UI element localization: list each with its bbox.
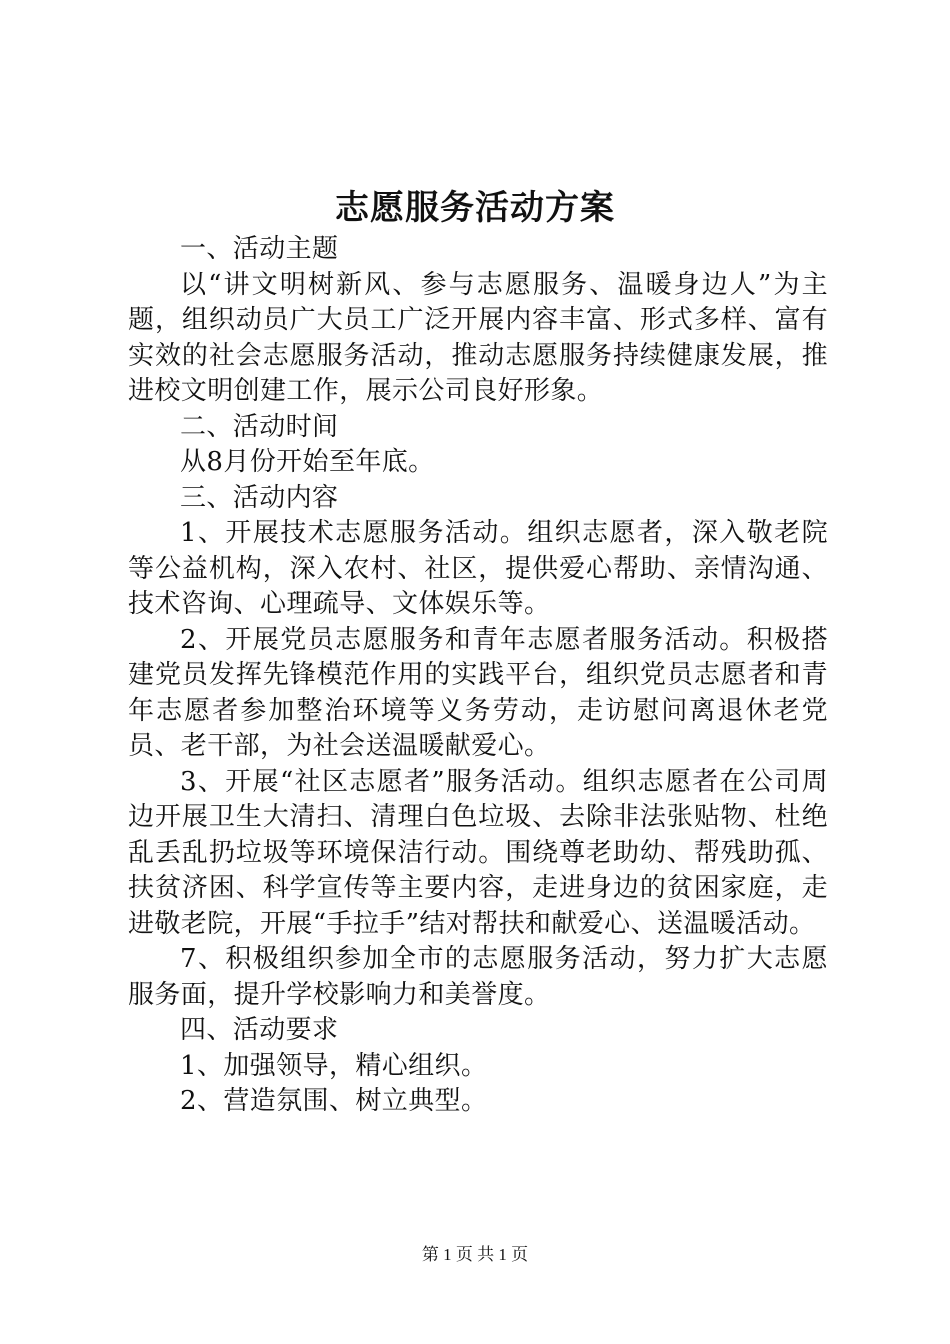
section-heading-theme: 一、活动主题 bbox=[180, 234, 339, 264]
paragraph-theme: 以“讲文明树新风、参与志愿服务、温暖身边人”为主题，组织动员广大员工广泛开展内容丰富、形式多样、富有实效的社会志愿服务活动，推动志愿服务持续健康发展，推进校文明创建工作，展示公司良好形象。 bbox=[128, 269, 828, 406]
section-heading-content: 三、活动内容 bbox=[180, 482, 339, 513]
document-title: 志愿服务活动方案 bbox=[335, 188, 615, 228]
paragraph-content-7: 7、积极组织参加全市的志愿服务活动，努力扩大志愿服务面，提升学校影响力和美誉度。 bbox=[128, 944, 828, 1010]
paragraph-content-3: 3、开展“社区志愿者”服务活动。组织志愿者在公司周边开展卫生大清扫、清理白色垃圾、去除非法张贴物、杜绝乱丢乱扔垃圾等环境保洁行动。围绕尊老助幼、帮残助孤、扶贫济困、科学宣传等主要内容，走进身边的贫困家庭，走进敬老院，开展“手拉手”结对帮扶和献爱心、送温暖活动。 bbox=[128, 766, 828, 939]
section-heading-time: 二、活动时间 bbox=[180, 411, 339, 442]
paragraph-time: 从8月份开始至年底。 bbox=[180, 447, 435, 477]
paragraph-content-2: 2、开展党员志愿服务和青年志愿者服务活动。积极搭建党员发挥先锋模范作用的实践平台，组织党员志愿者和青年志愿者参加整治环境等义务劳动，走访慰问离退休老党员、老干部，为社会送温暖献爱心。 bbox=[128, 624, 828, 761]
paragraph-requirement-2: 2、营造氛围、树立典型。 bbox=[180, 1086, 488, 1116]
section-heading-requirements: 四、活动要求 bbox=[180, 1015, 339, 1045]
document-body bbox=[128, 232, 828, 1120]
page-number-footer: 第 1 页 共 1 页 bbox=[421, 1245, 529, 1264]
paragraph-content-1: 1、开展技术志愿服务活动。组织志愿者，深入敬老院等公益机构，深入农村、社区，提供爱心帮助、亲情沟通、技术咨询、心理疏导、文体娱乐等。 bbox=[128, 518, 828, 619]
paragraph-requirement-1: 1、加强领导，精心组织。 bbox=[180, 1050, 488, 1081]
